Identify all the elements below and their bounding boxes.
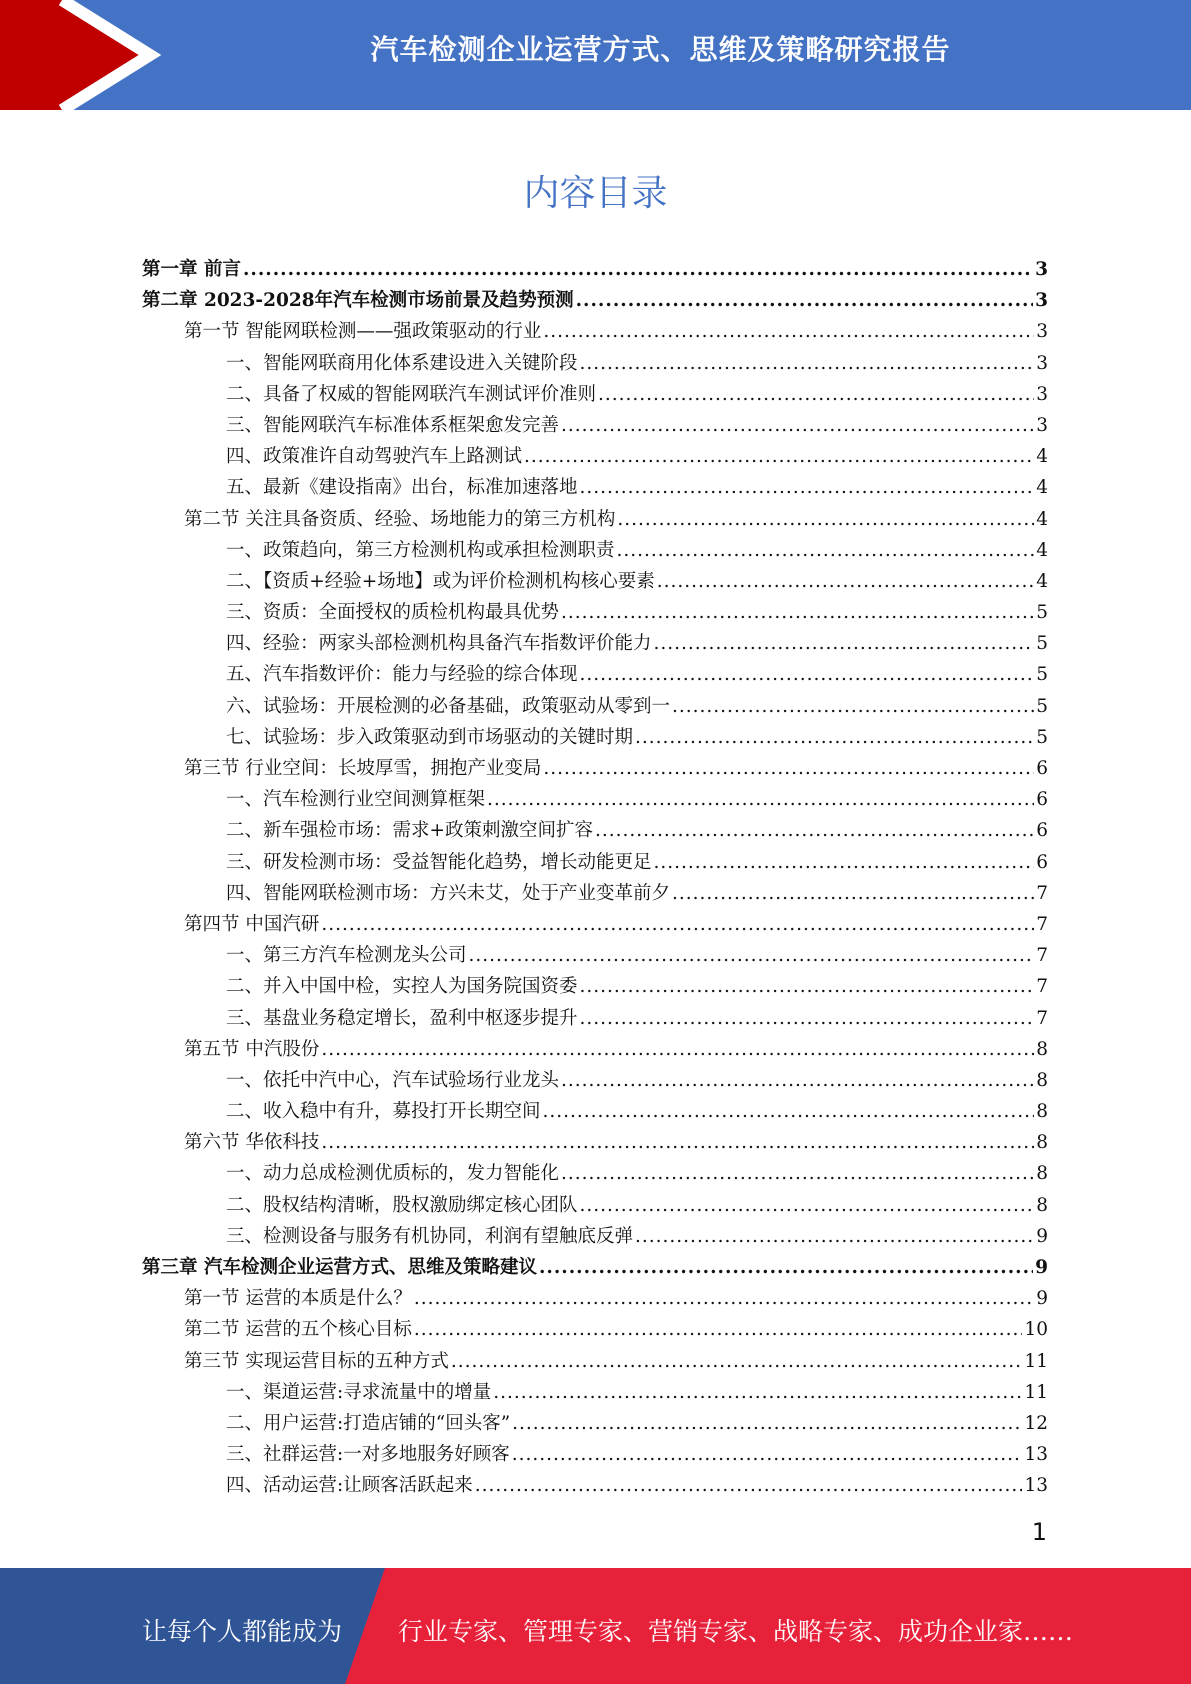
toc-entry-title: 三、研发检测市场：受益智能化趋势，增长动能更足: [226, 851, 652, 873]
toc-entry-page: 12: [1024, 1412, 1048, 1434]
toc-entry[interactable]: [142, 504, 1048, 535]
toc-dot-leader: [580, 1190, 1035, 1221]
toc-dot-leader: [617, 535, 1035, 566]
toc-dot-leader: [543, 753, 1034, 784]
toc-entry-page: 10: [1024, 1319, 1048, 1341]
toc-entry-page: 9: [1035, 1257, 1048, 1278]
toc-entry[interactable]: [142, 379, 1048, 410]
toc-entry[interactable]: [142, 1408, 1048, 1439]
toc-dot-leader: [451, 1346, 1023, 1377]
toc-entry[interactable]: [142, 1283, 1048, 1314]
toc-entry-page: 8: [1036, 1132, 1048, 1154]
toc-entry-page: 3: [1036, 321, 1048, 343]
toc-dot-leader: [580, 659, 1035, 690]
toc-entry-page: 3: [1036, 352, 1048, 374]
toc-entry[interactable]: [142, 909, 1048, 940]
toc-entry[interactable]: [142, 971, 1048, 1002]
toc-entry-title: 三、社群运营:一对多地服务好顾客: [226, 1444, 510, 1466]
toc-entry-title: 五、最新《建设指南》出台，标准加速落地: [226, 477, 578, 499]
toc-entry[interactable]: [142, 316, 1048, 347]
toc-entry-page: 6: [1036, 789, 1048, 811]
toc-entry[interactable]: [142, 285, 1048, 316]
toc-entry[interactable]: [142, 1470, 1048, 1501]
toc-entry-title: 二、收入稳中有升，募投打开长期空间: [226, 1101, 541, 1123]
toc-entry[interactable]: [142, 1314, 1048, 1345]
toc-entry[interactable]: [142, 659, 1048, 690]
toc-entry-page: 3: [1036, 383, 1048, 405]
toc-entry[interactable]: [142, 535, 1048, 566]
toc-entry-page: 6: [1036, 820, 1048, 842]
footer-slogan-left: 让每个人都能成为: [142, 1617, 343, 1646]
toc-entry[interactable]: [142, 1065, 1048, 1096]
toc-entry[interactable]: [142, 597, 1048, 628]
toc-entry-page: 13: [1024, 1475, 1048, 1497]
toc-dot-leader: [414, 1283, 1034, 1314]
toc-dot-leader: [321, 1127, 1034, 1158]
toc-entry-title: 一、智能网联商用化体系建设进入关键阶段: [226, 352, 578, 374]
toc-entry-page: 8: [1036, 1101, 1048, 1123]
toc-entry-title: 二、并入中国中检，实控人为国务院国资委: [226, 976, 578, 998]
toc-dot-leader: [654, 847, 1035, 878]
toc-entry-title: 第三节 实现运营目标的五种方式: [184, 1350, 449, 1372]
toc-entry[interactable]: [142, 348, 1048, 379]
toc-dot-leader: [475, 1470, 1023, 1501]
toc-entry-page: 9: [1036, 1225, 1048, 1247]
toc-entry[interactable]: [142, 254, 1048, 285]
toc-entry-title: 二、股权结构清晰，股权激励绑定核心团队: [226, 1194, 578, 1216]
toc-entry-page: 8: [1036, 1194, 1048, 1216]
toc-dot-leader: [539, 1252, 1033, 1283]
toc-entry[interactable]: [142, 1221, 1048, 1252]
table-of-contents: [142, 254, 1048, 1502]
toc-entry-title: 三、资质：全面授权的质检机构最具优势: [226, 602, 560, 624]
toc-dot-leader: [598, 379, 1034, 410]
toc-dot-leader: [672, 691, 1034, 722]
toc-entry-title: 第五节 中汽股份: [184, 1038, 320, 1060]
toc-entry-title: 五、汽车指数评价：能力与经验的综合体现: [226, 664, 578, 686]
toc-entry[interactable]: [142, 1158, 1048, 1189]
toc-dot-leader: [576, 285, 1034, 316]
toc-entry[interactable]: [142, 878, 1048, 909]
toc-entry[interactable]: [142, 940, 1048, 971]
toc-dot-leader: [654, 628, 1035, 659]
toc-entry[interactable]: [142, 847, 1048, 878]
toc-entry-title: 第一章 前言: [142, 259, 241, 280]
toc-dot-leader: [493, 1377, 1022, 1408]
toc-dot-leader: [580, 971, 1035, 1002]
toc-entry-title: 一、第三方汽车检测龙头公司: [226, 945, 467, 967]
toc-dot-leader: [487, 784, 1034, 815]
toc-entry[interactable]: [142, 1346, 1048, 1377]
toc-entry[interactable]: [142, 815, 1048, 846]
toc-entry-title: 一、渠道运营:寻求流量中的增量: [226, 1381, 492, 1403]
toc-dot-leader: [321, 909, 1034, 940]
toc-entry[interactable]: [142, 410, 1048, 441]
toc-entry-title: 三、基盘业务稳定增长，盈利中枢逐步提升: [226, 1007, 578, 1029]
toc-entry-title: 四、政策准许自动驾驶汽车上路测试: [226, 446, 523, 468]
footer-banner: [0, 1568, 1191, 1684]
toc-entry[interactable]: [142, 1127, 1048, 1158]
toc-entry-title: 三、智能网联汽车标准体系框架愈发完善: [226, 414, 560, 436]
toc-entry-title: 第四节 中国汽研: [184, 913, 320, 935]
toc-entry-title: 四、活动运营:让顾客活跃起来: [226, 1475, 473, 1497]
toc-entry-title: 第二节 运营的五个核心目标: [184, 1319, 412, 1341]
toc-entry[interactable]: [142, 628, 1048, 659]
toc-entry-title: 第二章 2023-2028年汽车检测市场前景及趋势预测: [142, 290, 574, 312]
toc-entry-page: 8: [1036, 1163, 1048, 1185]
toc-entry[interactable]: [142, 1439, 1048, 1470]
toc-dot-leader: [561, 1158, 1034, 1189]
toc-entry-page: 4: [1036, 508, 1048, 530]
toc-entry-title: 二、用户运营:打造店铺的“回头客”: [226, 1412, 511, 1434]
toc-entry[interactable]: [142, 1003, 1048, 1034]
toc-entry[interactable]: [142, 1034, 1048, 1065]
toc-dot-leader: [561, 597, 1034, 628]
toc-dot-leader: [561, 410, 1034, 441]
toc-dot-leader: [595, 815, 1034, 846]
toc-entry-page: 9: [1036, 1288, 1048, 1310]
toc-entry-page: 3: [1036, 414, 1048, 436]
toc-entry-page: 3: [1035, 259, 1048, 280]
toc-dot-leader: [672, 878, 1034, 909]
toc-entry-page: 7: [1036, 913, 1048, 935]
toc-entry-title: 第一节 智能网联检测——强政策驱动的行业: [184, 321, 542, 343]
toc-entry[interactable]: [142, 441, 1048, 472]
toc-entry-page: 8: [1036, 1038, 1048, 1060]
toc-entry[interactable]: [142, 566, 1048, 597]
toc-dot-leader: [321, 1034, 1034, 1065]
toc-dot-leader: [414, 1314, 1023, 1345]
toc-entry[interactable]: [142, 691, 1048, 722]
toc-entry-title: 一、依托中汽中心，汽车试验场行业龙头: [226, 1069, 560, 1091]
toc-entry-title: 第三章 汽车检测企业运营方式、思维及策略建议: [142, 1257, 537, 1278]
toc-entry-page: 6: [1036, 851, 1048, 873]
toc-entry-title: 七、试验场：步入政策驱动到市场驱动的关键时期: [226, 726, 634, 748]
footer-slogan-right: 行业专家、管理专家、营销专家、战略专家、成功企业家……: [398, 1617, 1074, 1646]
toc-entry-page: 5: [1036, 633, 1048, 655]
toc-entry-title: 第六节 华依科技: [184, 1132, 320, 1154]
toc-entry[interactable]: [142, 784, 1048, 815]
toc-entry-page: 5: [1036, 695, 1048, 717]
toc-entry[interactable]: [142, 1377, 1048, 1408]
toc-entry-title: 第二节 关注具备资质、经验、场地能力的第三方机构: [184, 508, 616, 530]
toc-dot-leader: [524, 441, 1034, 472]
toc-entry[interactable]: [142, 722, 1048, 753]
toc-entry-title: 一、动力总成检测优质标的，发力智能化: [226, 1163, 560, 1185]
toc-entry-title: 一、汽车检测行业空间测算框架: [226, 789, 486, 811]
toc-entry-title: 二、【资质+经验+场地】或为评价检测机构核心要素: [226, 570, 655, 592]
toc-dot-leader: [561, 1065, 1034, 1096]
toc-entry-title: 一、政策趋向，第三方检测机构或承担检测职责: [226, 539, 615, 561]
toc-entry[interactable]: [142, 1252, 1048, 1283]
toc-entry-title: 三、检测设备与服务有机协同，利润有望触底反弹: [226, 1225, 634, 1247]
toc-entry-page: 11: [1024, 1381, 1048, 1403]
toc-entry-page: 7: [1036, 976, 1048, 998]
toc-entry-page: 5: [1036, 726, 1048, 748]
toc-entry-page: 4: [1036, 477, 1048, 499]
toc-dot-leader: [580, 472, 1035, 503]
toc-entry-page: 7: [1036, 882, 1048, 904]
toc-dot-leader: [469, 940, 1035, 971]
toc-entry-page: 4: [1036, 539, 1048, 561]
toc-dot-leader: [580, 1003, 1035, 1034]
toc-entry-title: 第三节 行业空间：长坡厚雪，拥抱产业变局: [184, 758, 542, 779]
toc-entry-title: 二、具备了权威的智能网联汽车测试评价准则: [226, 383, 597, 405]
toc-entry-page: 3: [1035, 290, 1048, 312]
toc-entry-page: 11: [1024, 1350, 1048, 1372]
toc-entry-page: 7: [1036, 945, 1048, 967]
toc-dot-leader: [243, 254, 1033, 285]
toc-dot-leader: [543, 1096, 1035, 1127]
toc-entry-page: 13: [1024, 1444, 1048, 1466]
toc-dot-leader: [635, 722, 1034, 753]
toc-entry-title: 第一节 运营的本质是什么？: [184, 1288, 412, 1310]
toc-dot-leader: [512, 1408, 1022, 1439]
toc-dot-leader: [543, 316, 1034, 347]
toc-entry-page: 5: [1036, 602, 1048, 624]
toc-entry-page: 7: [1036, 1007, 1048, 1029]
toc-entry[interactable]: [142, 472, 1048, 503]
toc-dot-leader: [635, 1221, 1034, 1252]
toc-entry-page: 4: [1036, 570, 1048, 592]
toc-entry-page: 6: [1036, 758, 1048, 779]
toc-entry[interactable]: [142, 1190, 1048, 1221]
toc-heading: 内容目录: [523, 173, 668, 214]
toc-entry[interactable]: [142, 1096, 1048, 1127]
page-number: 1: [1031, 1518, 1047, 1546]
toc-entry-page: 8: [1036, 1069, 1048, 1091]
toc-dot-leader: [580, 348, 1035, 379]
toc-entry-page: 4: [1036, 446, 1048, 468]
toc-entry[interactable]: [142, 753, 1048, 784]
toc-dot-leader: [512, 1439, 1023, 1470]
toc-entry-title: 二、新车强检市场：需求+政策刺激空间扩容: [226, 820, 594, 842]
report-title: 汽车检测企业运营方式、思维及策略研究报告: [370, 33, 951, 66]
toc-entry-title: 四、经验：两家头部检测机构具备汽车指数评价能力: [226, 633, 652, 655]
toc-entry-page: 5: [1036, 664, 1048, 686]
toc-dot-leader: [657, 566, 1034, 597]
report-header: [0, 0, 1191, 110]
toc-entry-title: 四、智能网联检测市场：方兴未艾，处于产业变革前夕: [226, 882, 671, 904]
toc-entry-title: 六、试验场：开展检测的必备基础，政策驱动从零到一: [226, 695, 671, 717]
toc-dot-leader: [617, 504, 1034, 535]
